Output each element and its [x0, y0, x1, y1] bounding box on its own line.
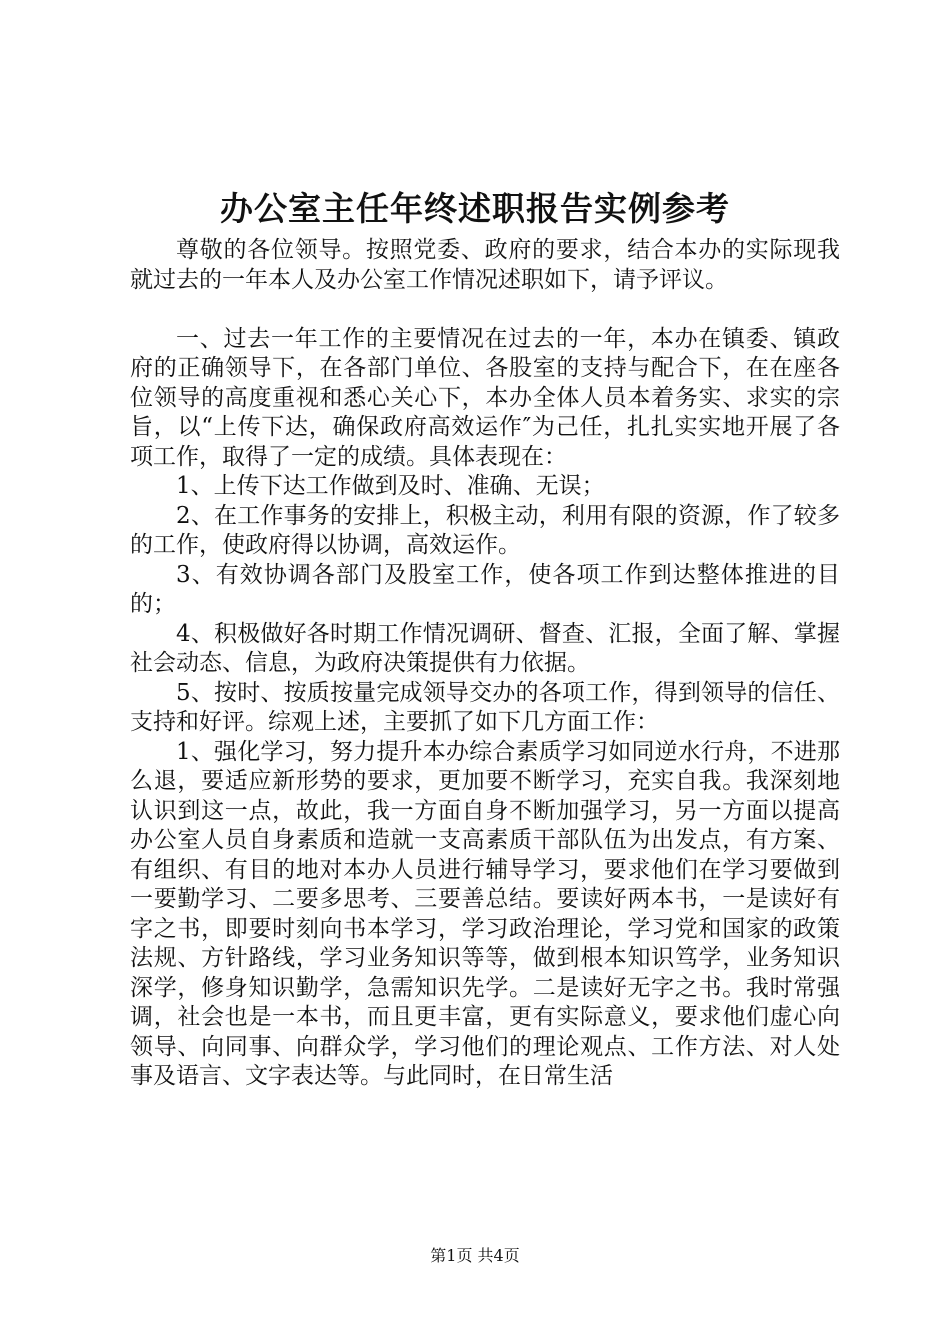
- paragraph-study: 1、强化学习，努力提升本办综合素质学习如同逆水行舟，不进那么退，要适应新形势的要求，更加要不断学习，充实自我。我深刻地认识到这一点，故此，我一方面自身不断加强学习，另一方面以提高办公室人员自身素质和造就一支高素质干部队伍为出发点，有方案、有组织、有目的地对本办人员进行辅导学习，要求他们在学习要做到一要勤学习、二要多思考、三要善总结。要读好两本书，一是读好有字之书，即要时刻向书本学习，学习政治理论，学习党和国家的政策法规、方针路线，学习业务知识等等，做到根本知识笃学，业务知识深学，修身知识勤学，急需知识先学。二是读好无字之书。我时常强调，社会也是一本书，而且更丰富，更有实际意义，要求他们虚心向领导、向同事、向群众学，学习他们的理论观点、工作方法、对人处事及语言、文字表达等。与此同时，在日常生活: [130, 738, 840, 1089]
- paragraph-item-4: 4、积极做好各时期工作情况调研、督查、汇报，全面了解、掌握社会动态、信息，为政府决策提供有力依据。: [130, 620, 840, 676]
- paragraph-main-situation: 一、过去一年工作的主要情况在过去的一年，本办在镇委、镇政府的正确领导下，在各部门单位、各股室的支持与配合下，在在座各位领导的高度重视和悉心关心下，本办全体人员本着务实、求实的宗旨，以“上传下达，确保政府高效运作″为己任，扎扎实实地开展了各项工作，取得了一定的成绩。具体表现在：: [130, 325, 840, 470]
- paragraph-item-5: 5、按时、按质按量完成领导交办的各项工作，得到领导的信任、支持和好评。综观上述，主要抓了如下几方面工作：: [130, 679, 840, 735]
- document-title: 办公室主任年终述职报告实例参考: [220, 189, 730, 228]
- paragraph-greeting: 尊敬的各位领导。按照党委、政府的要求，结合本办的实际现我就过去的一年本人及办公室工作情况述职如下，请予评议。: [130, 237, 840, 293]
- paragraph-item-1: 1、上传下达工作做到及时、准确、无误；: [176, 473, 605, 499]
- document-body: [130, 236, 840, 1092]
- paragraph-item-3: 3、有效协调各部门及股室工作，使各项工作到达整体推进的目的；: [130, 561, 840, 617]
- page-number-footer: 第1页 共4页: [430, 1246, 520, 1265]
- paragraph-item-2: 2、在工作事务的安排上，积极主动，利用有限的资源，作了较多的工作，使政府得以协调，高效运作。: [130, 502, 840, 558]
